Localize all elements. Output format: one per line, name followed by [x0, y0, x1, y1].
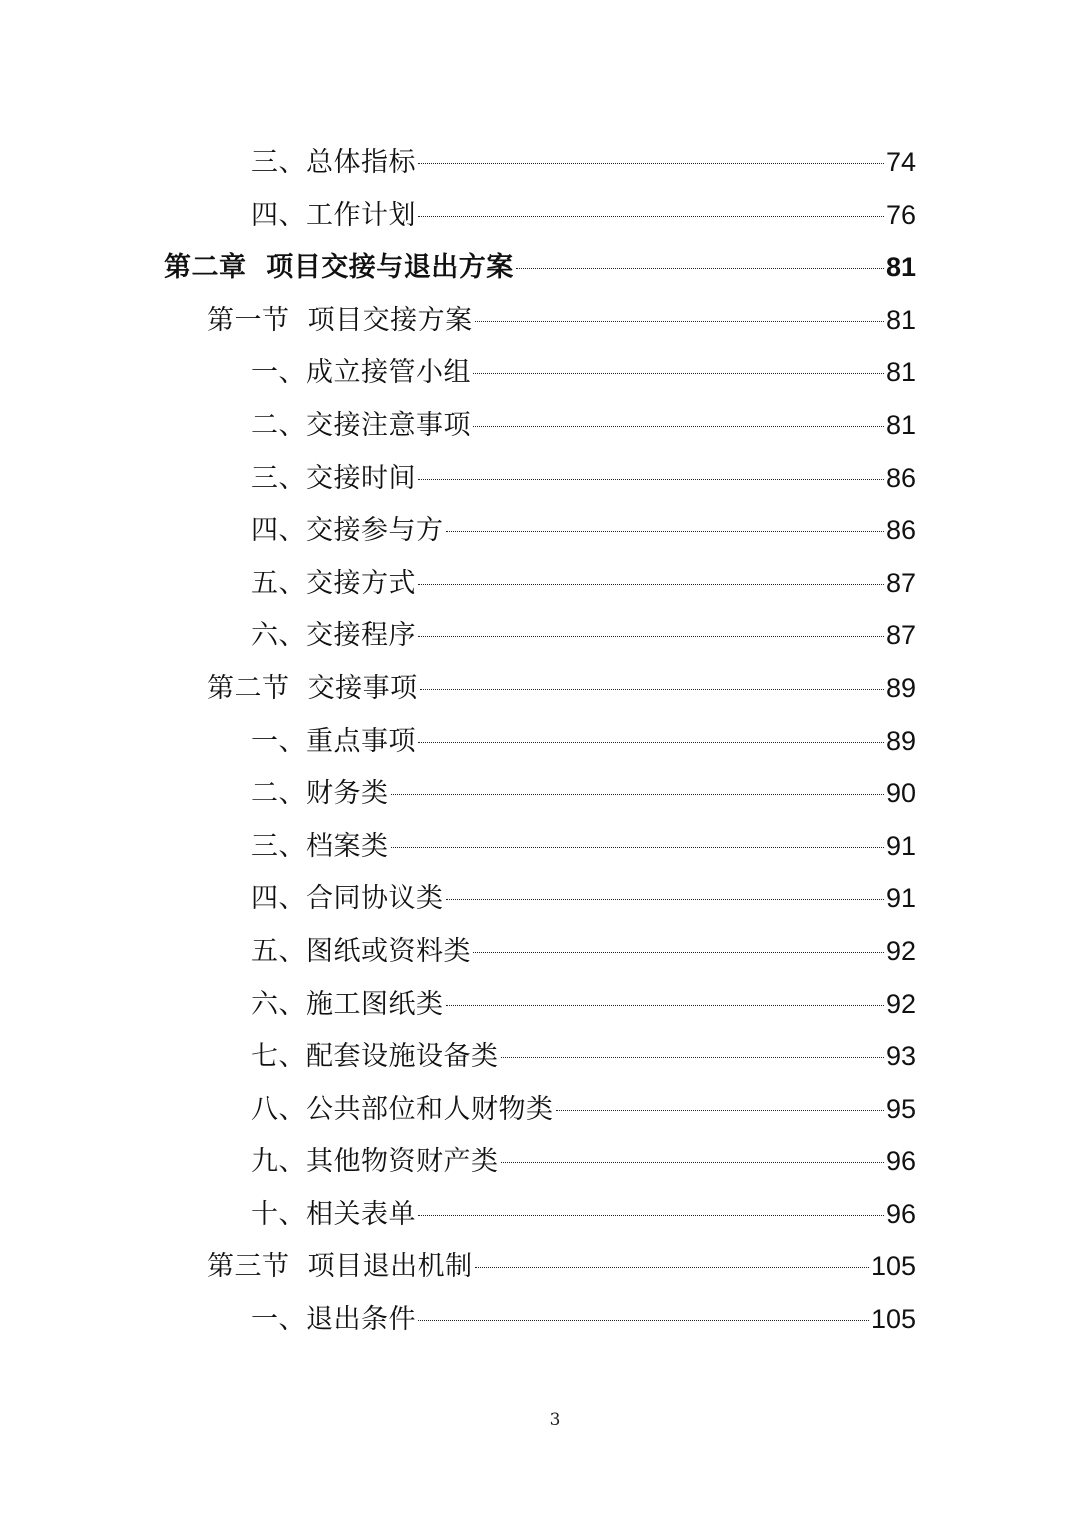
toc-dot-leader — [473, 373, 884, 374]
toc-entry-title: 第三节 项目退出机制 — [207, 1251, 473, 1283]
toc-entry-page-number: 87 — [885, 567, 916, 598]
toc-section-entry[interactable] — [0, 294, 1080, 347]
toc-item-entry[interactable] — [0, 820, 1080, 873]
toc-entry-title: 四、合同协议类 — [251, 883, 444, 915]
toc-entry-title: 四、工作计划 — [251, 199, 416, 231]
toc-section-entry[interactable] — [0, 1240, 1080, 1293]
toc-entry-title: 第一节 项目交接方案 — [207, 304, 473, 336]
toc-item-entry[interactable] — [0, 872, 1080, 925]
toc-entry-page-number: 81 — [885, 252, 916, 283]
toc-item-entry[interactable] — [0, 1030, 1080, 1083]
toc-entry-title: 一、成立接管小组 — [251, 357, 471, 389]
toc-entry-page-number: 91 — [885, 883, 916, 914]
toc-item-entry[interactable] — [0, 557, 1080, 610]
toc-entry-page-number: 81 — [885, 357, 916, 388]
page-number: 3 — [549, 1410, 561, 1430]
toc-entry-page-number: 81 — [885, 304, 916, 335]
toc-entry-page-number: 93 — [885, 1041, 916, 1072]
toc-section-entry[interactable] — [0, 662, 1080, 715]
toc-entry-title: 一、重点事项 — [251, 725, 416, 757]
toc-entry-page-number: 96 — [885, 1198, 916, 1229]
toc-item-entry[interactable] — [0, 767, 1080, 820]
toc-dot-leader — [418, 479, 884, 480]
toc-dot-leader — [446, 899, 884, 900]
toc-item-entry[interactable] — [0, 189, 1080, 242]
toc-dot-leader — [420, 689, 884, 690]
toc-item-entry[interactable] — [0, 1083, 1080, 1136]
toc-dot-leader — [418, 1215, 884, 1216]
toc-entry-page-number: 90 — [885, 778, 916, 809]
toc-item-entry[interactable] — [0, 452, 1080, 505]
toc-dot-leader — [475, 1267, 869, 1268]
toc-dot-leader — [418, 636, 884, 637]
toc-entry-page-number: 89 — [885, 725, 916, 756]
toc-entry-page-number: 86 — [885, 515, 916, 546]
toc-entry-page-number: 92 — [885, 935, 916, 966]
toc-entry-title: 六、施工图纸类 — [251, 988, 444, 1020]
toc-entry-page-number: 76 — [885, 199, 916, 230]
toc-dot-leader — [501, 1162, 884, 1163]
toc-entry-title: 第二节 交接事项 — [207, 672, 418, 704]
toc-entry-title: 三、档案类 — [251, 830, 389, 862]
toc-entry-title: 八、公共部位和人财物类 — [251, 1093, 554, 1125]
toc-entry-title: 五、交接方式 — [251, 567, 416, 599]
toc-dot-leader — [473, 426, 884, 427]
toc-dot-leader — [418, 163, 884, 164]
toc-item-entry[interactable] — [0, 1293, 1080, 1346]
toc-dot-leader — [391, 794, 884, 795]
toc-item-entry[interactable] — [0, 1135, 1080, 1188]
toc-entry-title: 四、交接参与方 — [251, 515, 444, 547]
toc-entry-page-number: 92 — [885, 988, 916, 1019]
toc-item-entry[interactable] — [0, 136, 1080, 189]
toc-item-entry[interactable] — [0, 609, 1080, 662]
toc-entry-title: 十、相关表单 — [251, 1198, 416, 1230]
toc-dot-leader — [418, 216, 884, 217]
toc-entry-page-number: 96 — [885, 1146, 916, 1177]
toc-dot-leader — [475, 321, 884, 322]
toc-dot-leader — [473, 952, 884, 953]
toc-item-entry[interactable] — [0, 346, 1080, 399]
toc-entry-title: 一、退出条件 — [251, 1304, 416, 1336]
toc-dot-leader — [556, 1110, 884, 1111]
toc-entry-page-number: 87 — [885, 620, 916, 651]
toc-entry-page-number: 89 — [885, 672, 916, 703]
toc-entry-page-number: 105 — [870, 1251, 916, 1282]
toc-entry-title: 二、财务类 — [251, 778, 389, 810]
toc-entry-title: 六、交接程序 — [251, 620, 416, 652]
toc-entry-title: 七、配套设施设备类 — [251, 1041, 499, 1073]
toc-item-entry[interactable] — [0, 1188, 1080, 1241]
toc-entry-title: 第二章 项目交接与退出方案 — [164, 252, 514, 284]
toc-entry-title: 五、图纸或资料类 — [251, 935, 471, 967]
toc-dot-leader — [501, 1057, 884, 1058]
toc-item-entry[interactable] — [0, 504, 1080, 557]
toc-entry-page-number: 81 — [885, 409, 916, 440]
toc-entry-page-number: 91 — [885, 830, 916, 861]
toc-entry-title: 九、其他物资财产类 — [251, 1146, 499, 1178]
toc-dot-leader — [418, 742, 884, 743]
toc-item-entry[interactable] — [0, 925, 1080, 978]
toc-entry-title: 三、总体指标 — [251, 147, 416, 178]
toc-dot-leader — [418, 1320, 869, 1321]
toc-chapter-entry[interactable] — [0, 241, 1080, 294]
toc-entry-title: 三、交接时间 — [251, 462, 416, 494]
toc-entry-page-number: 105 — [870, 1304, 916, 1335]
toc-dot-leader — [516, 268, 884, 269]
toc-entry-page-number: 74 — [885, 147, 916, 177]
toc-entry-page-number: 86 — [885, 462, 916, 493]
toc-item-entry[interactable] — [0, 399, 1080, 452]
toc-item-entry[interactable] — [0, 978, 1080, 1031]
table-of-contents — [0, 136, 1080, 1346]
toc-entry-page-number: 95 — [885, 1093, 916, 1124]
toc-item-entry[interactable] — [0, 715, 1080, 768]
toc-entry-title: 二、交接注意事项 — [251, 409, 471, 441]
toc-dot-leader — [446, 1005, 884, 1006]
toc-dot-leader — [418, 584, 884, 585]
toc-dot-leader — [391, 847, 884, 848]
toc-dot-leader — [446, 531, 884, 532]
